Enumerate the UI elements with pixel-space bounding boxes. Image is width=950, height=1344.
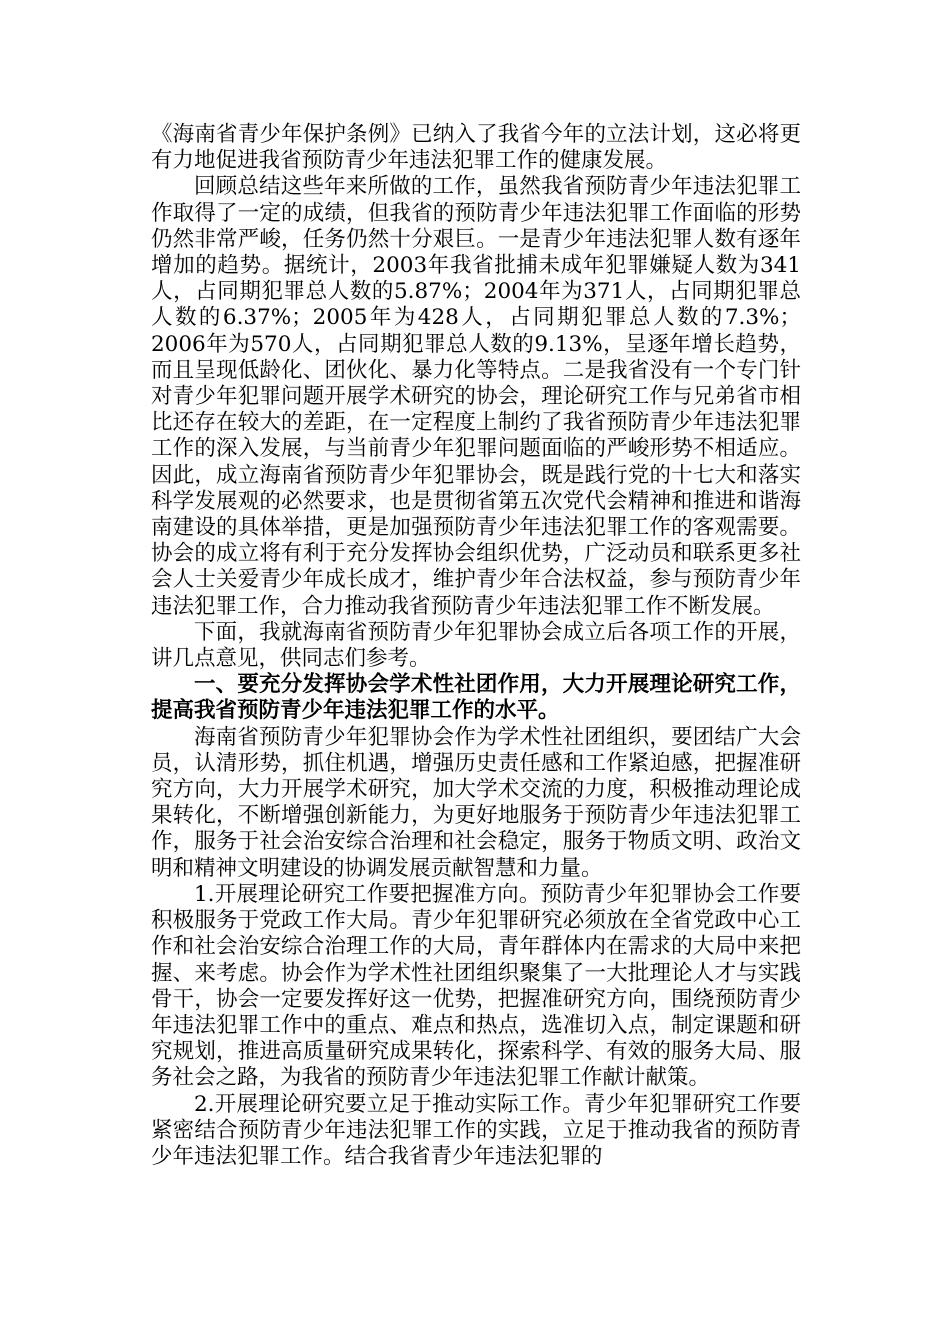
paragraph-review-summary: 回顾总结这些年来所做的工作，虽然我省预防青少年违法犯罪工作取得了一定的成绩，但我省的预防青少年违法犯罪工作面临的形势仍然非常严峻，任务仍然十分艰巨。一是青少年违法犯罪人数有逐年增加的趋势。据统计，2003年我省批捕未成年犯罪嫌疑人数为341人，占同期犯罪总人数的5.87%；2004年为371人，占同期犯罪总人数的6.37%；2005年为428人，占同期犯罪总人数的7.3%；2006年为570人，占同期犯罪总人数的9.13%，呈逐年增长趋势，而且呈现低龄化、团伙化、暴力化等特点。二是我省没有一个专门针对青少年犯罪问题开展学术研究的协会，理论研究工作与兄弟省市相比还存在较大的差距，在一定程度上制约了我省预防青少年违法犯罪工作的深入发展，与当前青少年犯罪问题面临的严峻形势不相适应。因此，成立海南省预防青少年犯罪协会，既是践行党的十七大和落实科学发展观的必然要求，也是贯彻省第五次党代会精神和推进和谐海南建设的具体举措，更是加强预防青少年违法犯罪工作的客观需要。协会的成立将有利于充分发挥协会组织优势，广泛动员和联系更多社会人士关爱青少年成长成才，维护青少年合法权益，参与预防青少年违法犯罪工作，合力推动我省预防青少年违法犯罪工作不断发展。 [151,174,801,619]
paragraph-point-2: 2.开展理论研究要立足于推动实际工作。青少年犯罪研究工作要紧密结合预防青少年违法犯罪工作的实践，立足于推动我省的预防青少年违法犯罪工作。结合我省青少年违法犯罪的 [151,1091,801,1169]
paragraph-point-1: 1.开展理论研究工作要把握准方向。预防青少年犯罪协会工作要积极服务于党政工作大局。青少年犯罪研究必须放在全省党政中心工作和社会治安综合治理工作的大局，青年群体内在需求的大局中来把握、来考虑。协会作为学术性社团组织聚集了一大批理论人才与实践骨干，协会一定要发挥好这一优势，把握准研究方向，围绕预防青少年违法犯罪工作中的重点、难点和热点，选准切入点，制定课题和研究规划，推进高质量研究成果转化，探索科学、有效的服务大局、服务社会之路，为我省的预防青少年违法犯罪工作献计献策。 [151,881,801,1091]
paragraph-opinions-intro: 下面，我就海南省预防青少年犯罪协会成立后各项工作的开展，讲几点意见，供同志们参考。 [151,619,801,672]
document-body [151,122,801,1170]
section-heading-1: 一、要充分发挥协会学术性社团作用，大力开展理论研究工作，提高我省预防青少年违法犯罪工作的水平。 [151,672,801,724]
paragraph-association-role: 海南省预防青少年犯罪协会作为学术性社团组织，要团结广大会员，认清形势，抓住机遇，增强历史责任感和工作紧迫感，把握准研究方向，大力开展学术研究，加大学术交流的力度，积极推动理论成果转化，不断增强创新能力，为更好地服务于预防青少年违法犯罪工作，服务于社会治安综合治理和社会稳定，服务于物质文明、政治文明和精神文明建设的协调发展贡献智慧和力量。 [151,724,801,881]
paragraph-legislation-plan: 《海南省青少年保护条例》已纳入了我省今年的立法计划，这必将更有力地促进我省预防青少年违法犯罪工作的健康发展。 [151,122,801,174]
